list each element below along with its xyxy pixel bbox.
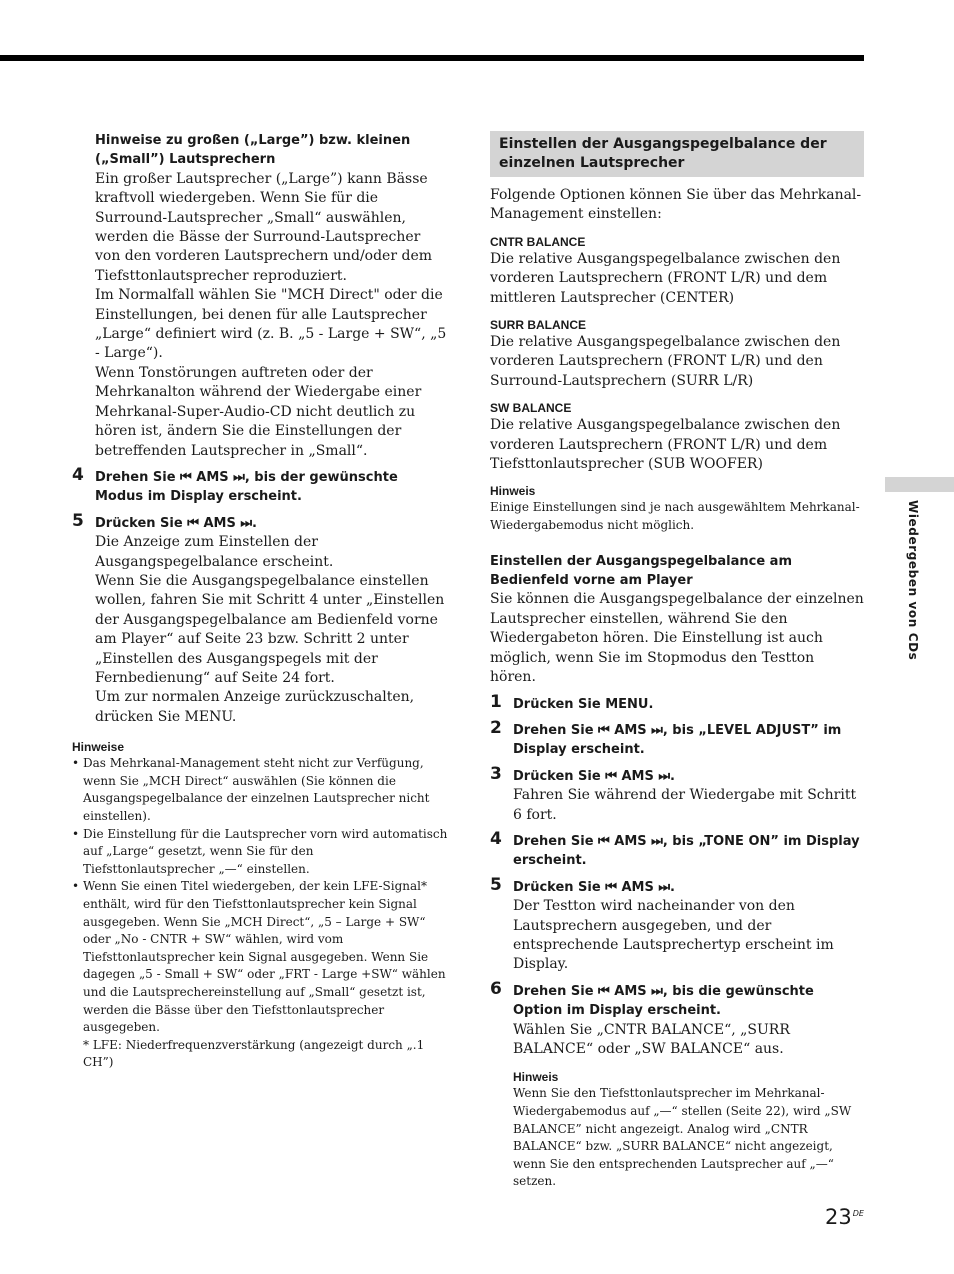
footnote: * LFE: Niederfrequenzverstärkung (angezeigt durch „.1 CH”) <box>83 1037 425 1070</box>
step-text: Wählen Sie „CNTR BALANCE“, „SURR BALANCE“ oder „SW BALANCE“ aus. <box>513 1021 790 1057</box>
step-title: Drücken Sie ⏮ AMS ⏭. <box>95 515 257 531</box>
step-text: Der Testton wird nacheinander von den Lautsprechern ausgegeben, und der entsprechende Lautsprechertyp erscheint im Display. <box>513 898 834 973</box>
step-text: Die Anzeige zum Einstellen der Ausgangspegelbalance erscheint. <box>95 534 334 570</box>
option-label: SW BALANCE <box>490 401 572 416</box>
step-title: Drehen Sie ⏮ AMS ⏭, bis der gewünschte Modus im Display erscheint. <box>95 469 398 505</box>
step-5 <box>490 874 864 975</box>
option-label: CNTR BALANCE <box>490 234 586 249</box>
subsection-heading: Einstellen der Ausgangspegelbalance am Bedienfeld vorne am Player <box>490 553 792 589</box>
option-text: Die relative Ausgangspegelbalance zwischen den vorderen Lautsprechern (FRONT L/R) und dem Tiefsttonlautsprecher (SUB WOOFER) <box>490 417 841 473</box>
step-4 <box>72 464 448 507</box>
page-number-value: 23 <box>825 1205 852 1229</box>
step-number: 1 <box>490 691 502 712</box>
notes-label: Hinweise <box>72 740 125 755</box>
step-number: 3 <box>490 763 502 784</box>
speaker-size-paragraph-3: Wenn Tonstörungen auftreten oder der Mehrkanalton während der Wiedergabe einer Mehrkanal-Super-Audio-CD nicht deutlich zu hören ist, ändern Sie die Einstellungen der betreffenden Lautsprecher in „Small“. <box>95 364 422 459</box>
side-tab-label: Wiedergeben von CDs <box>906 500 920 661</box>
step-6 <box>490 978 864 1060</box>
speaker-size-paragraph-2: Im Normalfall wählen Sie "MCH Direct" oder die Einstellungen, bei denen für alle Lautsprecher „Large“ definiert wird (z. B. „5 - Large + SW“, „5 - Large“). <box>95 287 447 362</box>
step-number: 4 <box>490 828 502 849</box>
option-cntr-balance <box>490 234 864 308</box>
step-title: Drehen Sie ⏮ AMS ⏭, bis „TONE ON” im Display erscheint. <box>513 833 860 869</box>
step-text: Um zur normalen Anzeige zurückzuschalten, drücken Sie MENU. <box>95 689 415 725</box>
right-column <box>490 131 864 1191</box>
subsection-intro: Sie können die Ausgangspegelbalance der einzelnen Lautsprecher einstellen, während Sie den Wiedergabeton hören. Die Einstellung ist auch möglich, wenn Sie im Stopmodus den Testton hören. <box>490 591 864 686</box>
step-number: 4 <box>72 464 84 485</box>
note-label: Hinweis <box>490 484 536 499</box>
note-text: Wenn Sie den Tiefsttonlautsprecher im Mehrkanal-Wiedergabemodus auf „—“ stellen (Seite 22), wird „SW BALANCE” nicht angezeigt. Analog wird „CNTR BALANCE“ bzw. „SURR BALANCE“ nicht angezeigt, wenn Sie den entsprechenden Lautsprecher auf „—“ setzen. <box>513 1086 852 1189</box>
page-language-code: DE <box>852 1209 864 1218</box>
step-5 <box>72 510 448 727</box>
step-number: 5 <box>72 510 84 531</box>
note-label: Hinweis <box>513 1070 559 1085</box>
note-block <box>490 1069 864 1191</box>
step-title: Drücken Sie MENU. <box>513 696 654 712</box>
page-number <box>825 1205 864 1229</box>
notes-block <box>72 739 448 1072</box>
speaker-size-heading: Hinweise zu großen („Large”) bzw. kleinen („Small”) Lautsprechern <box>95 133 411 168</box>
note-item: • Die Einstellung für die Lautsprecher vorn wird automatisch auf „Large“ gesetzt, wenn Sie für den Tiefsttonlautsprecher „—“ einstellen. <box>72 826 448 879</box>
side-tab-marker <box>885 477 954 492</box>
section-title: Einstellen der Ausgangspegelbalance der einzelnen Lautsprecher <box>490 131 864 177</box>
step-title: Drücken Sie ⏮ AMS ⏭. <box>513 879 675 895</box>
speaker-size-paragraph-1: Ein großer Lautsprecher („Large”) kann Bässe kraftvoll wiedergeben. Wenn Sie für die Surround-Lautsprecher „Small“ auswählen, werden die Bässe der Surround-Lautsprecher von den vorderen Lautsprechern und/oder dem Tiefsttonlautsprecher reproduziert. <box>95 170 433 284</box>
left-column <box>72 131 448 1072</box>
options-intro: Folgende Optionen können Sie über das Mehrkanal-Management einstellen: <box>490 187 862 223</box>
step-1 <box>490 691 864 714</box>
step-text: Wenn Sie die Ausgangspegelbalance einstellen wollen, fahren Sie mit Schritt 4 unter „Einstellen der Ausgangspegelbalance am Bedienfeld vorne am Player“ auf Seite 23 bzw. Schritt 2 unter „Einstellen des Ausgangspegels mit der Fernbedienung“ auf Seite 24 fort. <box>95 572 445 686</box>
notes-list <box>72 755 448 1037</box>
note-item: • Das Mehrkanal-Management steht nicht zur Verfügung, wenn Sie „MCH Direct“ auswählen (Sie können die Ausgangspegelbalance der einzelnen Lautsprecher nicht einstellen). <box>72 755 448 825</box>
step-title: Drücken Sie ⏮ AMS ⏭. <box>513 768 675 784</box>
step-number: 5 <box>490 874 502 895</box>
step-title: Drehen Sie ⏮ AMS ⏭, bis die gewünschte Option im Display erscheint. <box>513 983 814 1019</box>
step-text: Fahren Sie während der Wiedergabe mit Schritt 6 fort. <box>513 787 857 823</box>
step-title: Drehen Sie ⏮ AMS ⏭, bis „LEVEL ADJUST” im Display erscheint. <box>513 722 842 758</box>
note-item: • Wenn Sie einen Titel wiedergeben, der kein LFE-Signal* enthält, wird für den Tiefsttonlautsprecher kein Signal ausgegeben. Wenn Sie „MCH Direct“, „5 – Large + SW“ oder „No - CNTR + SW“ wählen, wird vom Tiefsttonlautsprecher kein Signal ausgegeben. Wenn Sie dagegen „5 - Small + SW“ oder „FRT - Large +SW“ wählen und die Lautsprechereinstellung auf „Small“ gesetzt ist, werden die Bässe über den Tiefsttonlautsprecher ausgegeben. <box>72 878 448 1036</box>
note-block <box>490 483 864 534</box>
step-2 <box>490 717 864 760</box>
step-4 <box>490 828 864 871</box>
option-surr-balance <box>490 317 864 391</box>
step-3 <box>490 763 864 825</box>
top-rule <box>0 55 864 61</box>
option-text: Die relative Ausgangspegelbalance zwischen den vorderen Lautsprechern (FRONT L/R) und den Surround-Lautsprechern (SURR L/R) <box>490 334 841 389</box>
note-text: Einige Einstellungen sind je nach ausgewähltem Mehrkanal-Wiedergabemodus nicht möglich. <box>490 500 860 533</box>
option-label: SURR BALANCE <box>490 318 586 333</box>
step-number: 2 <box>490 717 502 738</box>
option-text: Die relative Ausgangspegelbalance zwischen den vorderen Lautsprechern (FRONT L/R) und dem mittleren Lautsprecher (CENTER) <box>490 250 841 306</box>
step-number: 6 <box>490 978 502 999</box>
option-sw-balance <box>490 400 864 474</box>
